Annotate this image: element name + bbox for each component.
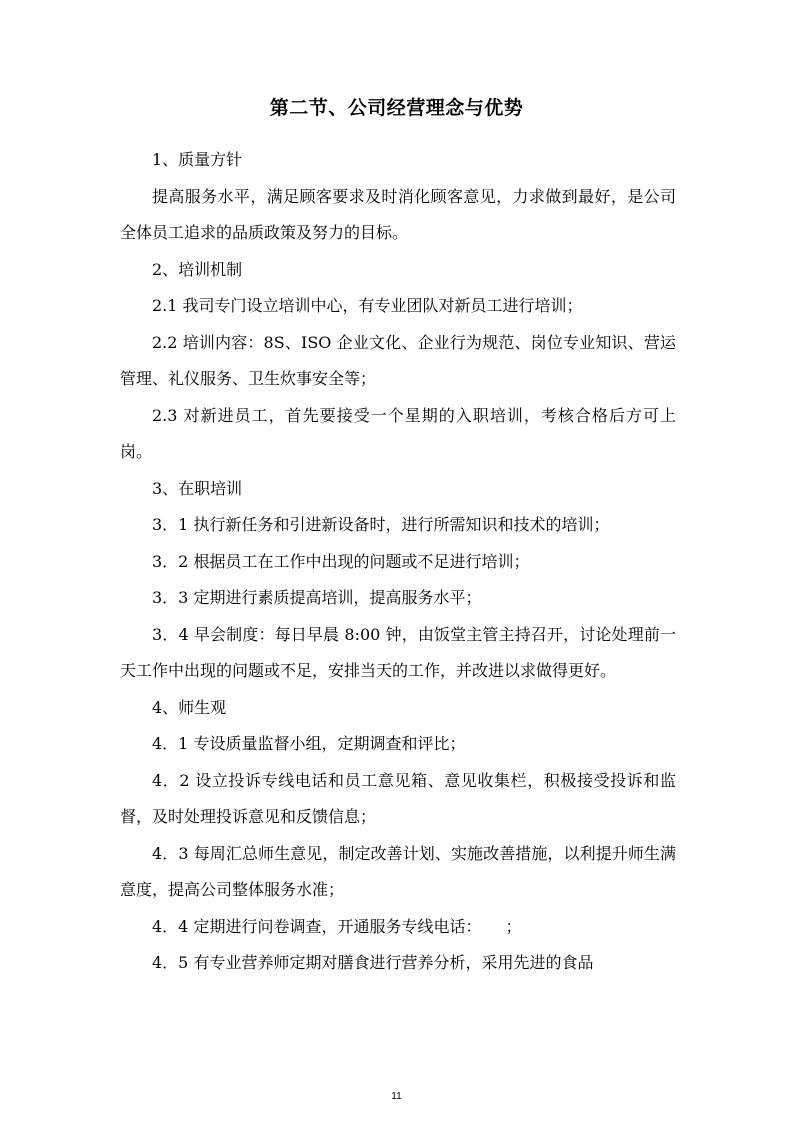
paragraph-view-4-1: 4．1 专设质量监督小组，定期调查和评比； [152,734,466,753]
paragraph-on-job-3-4: 3．4 早会制度：每日早晨 8:00 钟，由饭堂主管主持召开，讨论处理前一天工作中出现的问题或不足，安排当天的工作，并改进以求做得更好。 [120,624,676,680]
paragraph-on-job-3-3: 3．3 定期进行素质提高培训，提高服务水平； [152,588,482,607]
heading-teacher-student-view: 4、师生观 [152,697,227,717]
section-title: 第二节、公司经营理念与优势 [269,97,524,119]
heading-on-job-training: 3、在职培训 [152,478,243,498]
heading-training-mechanism: 2、培训机制 [152,259,243,279]
paragraph-quality-policy: 提高服务水平，满足顾客要求及时消化顾客意见，力求做到最好，是公司全体员工追求的品质政策及努力的目标。 [120,186,676,242]
paragraph-view-4-4: 4．4 定期进行问卷调查，开通服务专线电话： ； [152,916,522,936]
paragraph-training-2-2: 2.2 培训内容：8S、ISO 企业文化、企业行为规范、岗位专业知识、营运管理、礼仪服务、卫生炊事安全等； [120,332,676,388]
paragraph-on-job-3-1: 3．1 执行新任务和引进新设备时，进行所需知识和技术的培训； [152,515,610,534]
page-number: 11 [391,1091,402,1102]
heading-quality-policy: 1、质量方针 [152,150,243,169]
paragraph-on-job-3-2: 3．2 根据员工在工作中出现的问题或不足进行培训； [152,551,530,571]
paragraph-training-2-3: 2.3 对新进员工，首先要接受一个星期的入职培训，考核合格后方可上岗。 [120,405,676,461]
paragraph-view-4-2: 4．2 设立投诉专线电话和员工意见箱、意见收集栏，积极接受投诉和监督，及时处理投诉意见和反馈信息； [120,770,676,826]
paragraph-view-4-3: 4．3 每周汇总师生意见，制定改善计划、实施改善措施，以利提升师生满意度，提高公司整体服务水准； [120,843,676,899]
paragraph-training-2-1: 2.1 我司专门设立培训中心，有专业团队对新员工进行培训； [152,296,583,315]
paragraph-view-4-5: 4．5 有专业营养师定期对膳食进行营养分析，采用先进的食品 [152,953,594,972]
document-body [120,142,676,982]
